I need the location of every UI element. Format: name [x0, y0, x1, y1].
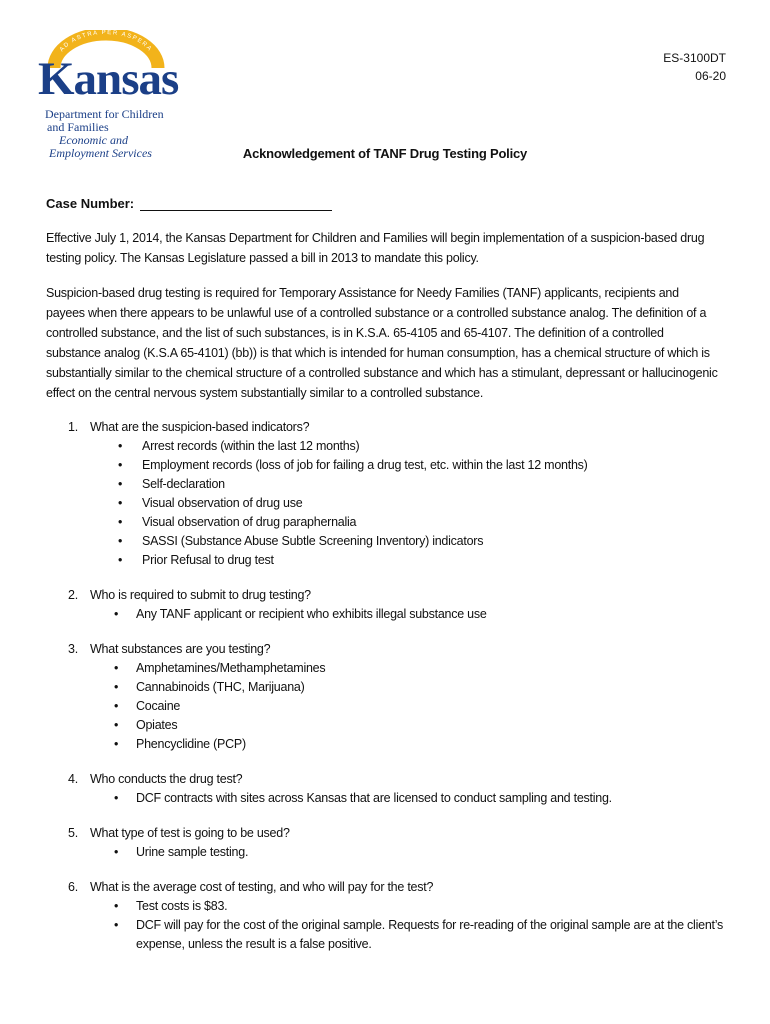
- faq-question: Who is required to submit to drug testing?: [90, 588, 311, 602]
- list-item: • Amphetamines/Methamphetamines: [90, 659, 726, 678]
- faq-item: 6. What is the average cost of testing, and who will pay for the test? • Test costs is $83. • DCF will pay for the cost of the original sample. Requests for re-reading of the original sample are at the client’s expense, unless the result is a false positive.: [46, 878, 726, 954]
- list-item: • Test costs is $83.: [90, 897, 726, 916]
- definition-paragraph: Suspicion-based drug testing is required for Temporary Assistance for Needy Families (TANF) applicants, recipients and payees when there appears to be unlawful use of a controlled substance or a controlled substance analog. The definition of a controlled substance, and the list of such substances, is in K.S.A. 65-4105 and 65-4107. The definition of a controlled substance analog (K.S.A 65-4101) (bb)) is that which is intended for human consumption, has a chemical structure of which is substantially similar to the chemical structure of a controlled substance and which has a stimulant, depressant or hallucinogenic effect on the central nervous system substantially similar to a controlled substance.: [46, 286, 718, 400]
- faq-item: 2. Who is required to submit to drug testing? • Any TANF applicant or recipient who exhibits illegal substance use: [46, 586, 726, 624]
- intro-paragraph: Effective July 1, 2014, the Kansas Department for Children and Families will begin implementation of a suspicion-based drug testing policy. The Kansas Legislature passed a bill in 2013 to mandate this policy.: [46, 231, 705, 265]
- form-identifier: [663, 49, 726, 85]
- list-item: • Urine sample testing.: [90, 843, 726, 862]
- list-item: • Prior Refusal to drug test: [90, 551, 726, 570]
- faq-question: What is the average cost of testing, and who will pay for the test?: [90, 880, 434, 894]
- case-number-field[interactable]: [140, 197, 332, 211]
- list-item: • Arrest records (within the last 12 months): [90, 437, 726, 456]
- list-item: • Visual observation of drug paraphernalia: [90, 513, 726, 532]
- form-date: 06-20: [695, 69, 726, 83]
- form-number: ES-3100DT: [663, 51, 726, 65]
- list-item: • Cocaine: [90, 697, 726, 716]
- logo-department-text: Department for Children and Families Economic and Employment Services: [45, 107, 164, 160]
- faq-item: 3. What substances are you testing? • Amphetamines/Methamphetamines • Cannabinoids (THC, Marijuana) • Cocaine • Opiates • Phencyclidine (PCP): [46, 640, 726, 754]
- list-item: • Opiates: [90, 716, 726, 735]
- list-item: • SASSI (Substance Abuse Subtle Screening Inventory) indicators: [90, 532, 726, 551]
- case-number-row: [46, 196, 332, 211]
- list-item: • DCF will pay for the cost of the original sample. Requests for re-reading of the original sample are at the client’s expense, unless the result is a false positive.: [90, 916, 726, 954]
- faq-question: What are the suspicion-based indicators?: [90, 420, 310, 434]
- list-item: • Any TANF applicant or recipient who exhibits illegal substance use: [90, 605, 726, 624]
- faq-question: What type of test is going to be used?: [90, 826, 290, 840]
- list-item: • Cannabinoids (THC, Marijuana): [90, 678, 726, 697]
- list-item: • Employment records (loss of job for failing a drug test, etc. within the last 12 months): [90, 456, 726, 475]
- faq-item: 4. Who conducts the drug test? • DCF contracts with sites across Kansas that are licensed to conduct sampling and testing.: [46, 770, 726, 808]
- list-item: • DCF contracts with sites across Kansas that are licensed to conduct sampling and testing.: [90, 789, 726, 808]
- svg-text:AD ASTRA PER ASPERA: AD ASTRA PER ASPERA: [59, 30, 153, 54]
- list-item: • Self-declaration: [90, 475, 726, 494]
- document-title: Acknowledgement of TANF Drug Testing Policy: [242, 146, 528, 161]
- list-item: • Phencyclidine (PCP): [90, 735, 726, 754]
- list-item: • Visual observation of drug use: [90, 494, 726, 513]
- kansas-dcf-logo: [36, 30, 179, 160]
- logo-wordmark: Kansas: [38, 53, 179, 105]
- faq-list: [46, 418, 726, 970]
- faq-question: What substances are you testing?: [90, 642, 271, 656]
- case-number-label: Case Number:: [46, 196, 135, 211]
- faq-item: 5. What type of test is going to be used? • Urine sample testing.: [46, 824, 726, 862]
- faq-question: Who conducts the drug test?: [90, 772, 243, 786]
- faq-item: 1. What are the suspicion-based indicators? • Arrest records (within the last 12 months) • Employment records (loss of job for failing a drug test, etc. within the last 12 months) • Self-declaration • Visual observation of drug use • Visual observation of drug paraphernalia • SASSI (Substance Abuse Subtle Screening Inventory) indicators • Prior Refusal to drug test: [46, 418, 726, 570]
